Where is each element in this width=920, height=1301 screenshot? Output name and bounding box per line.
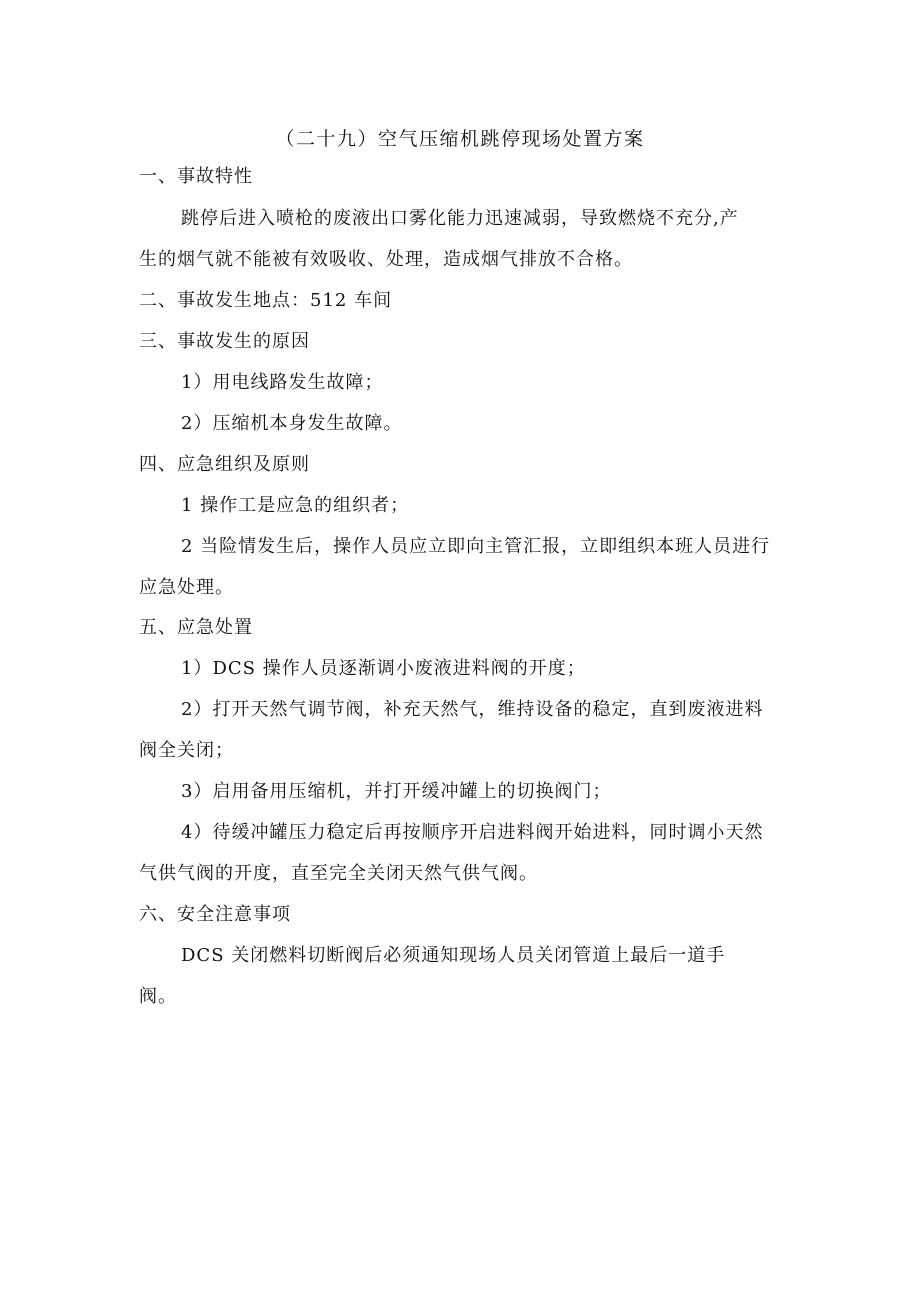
paragraph-line: 生的烟气就不能被有效吸收、处理，造成烟气排放不合格。 <box>139 249 633 270</box>
section-heading-2: 二、事故发生地点：512 车间 <box>139 290 393 311</box>
list-item: 2 当险情发生后，操作人员应立即向主管汇报，立即组织本班人员进行 <box>181 536 771 557</box>
document-title: （二十九）空气压缩机跳停现场处置方案 <box>275 128 645 150</box>
section-heading-5: 五、应急处置 <box>139 617 253 638</box>
paragraph-line: 跳停后进入喷枪的废液出口雾化能力迅速减弱，导致燃烧不充分,产 <box>181 208 739 229</box>
section-heading-6: 六、安全注意事项 <box>139 904 291 925</box>
list-item: 2）打开天然气调节阀，补充天然气，维持设备的稳定，直到废液进料 <box>181 699 764 720</box>
paragraph-line: DCS 关闭燃料切断阀后必须通知现场人员关闭管道上最后一道手 <box>181 945 726 966</box>
list-item: 1）DCS 操作人员逐渐调小废液进料阀的开度； <box>181 658 586 679</box>
section-heading-1: 一、事故特性 <box>139 166 253 187</box>
paragraph-line: 阀。 <box>139 986 177 1007</box>
section-heading-3: 三、事故发生的原因 <box>139 331 310 352</box>
list-item: 2）压缩机本身发生故障。 <box>181 413 403 434</box>
list-item: 3）启用备用压缩机，并打开缓冲罐上的切换阀门； <box>181 781 612 802</box>
paragraph-line: 阀全关闭； <box>139 740 234 761</box>
list-item: 4）待缓冲罐压力稳定后再按顺序开启进料阀开始进料，同时调小天然 <box>181 822 764 843</box>
list-item: 1 操作工是应急的组织者； <box>181 495 410 516</box>
paragraph-line: 气供气阀的开度，直至完全关闭天然气供气阀。 <box>139 863 538 884</box>
section-heading-4: 四、应急组织及原则 <box>139 454 310 475</box>
list-item: 1）用电线路发生故障； <box>181 372 384 393</box>
paragraph-line: 应急处理。 <box>139 577 234 598</box>
